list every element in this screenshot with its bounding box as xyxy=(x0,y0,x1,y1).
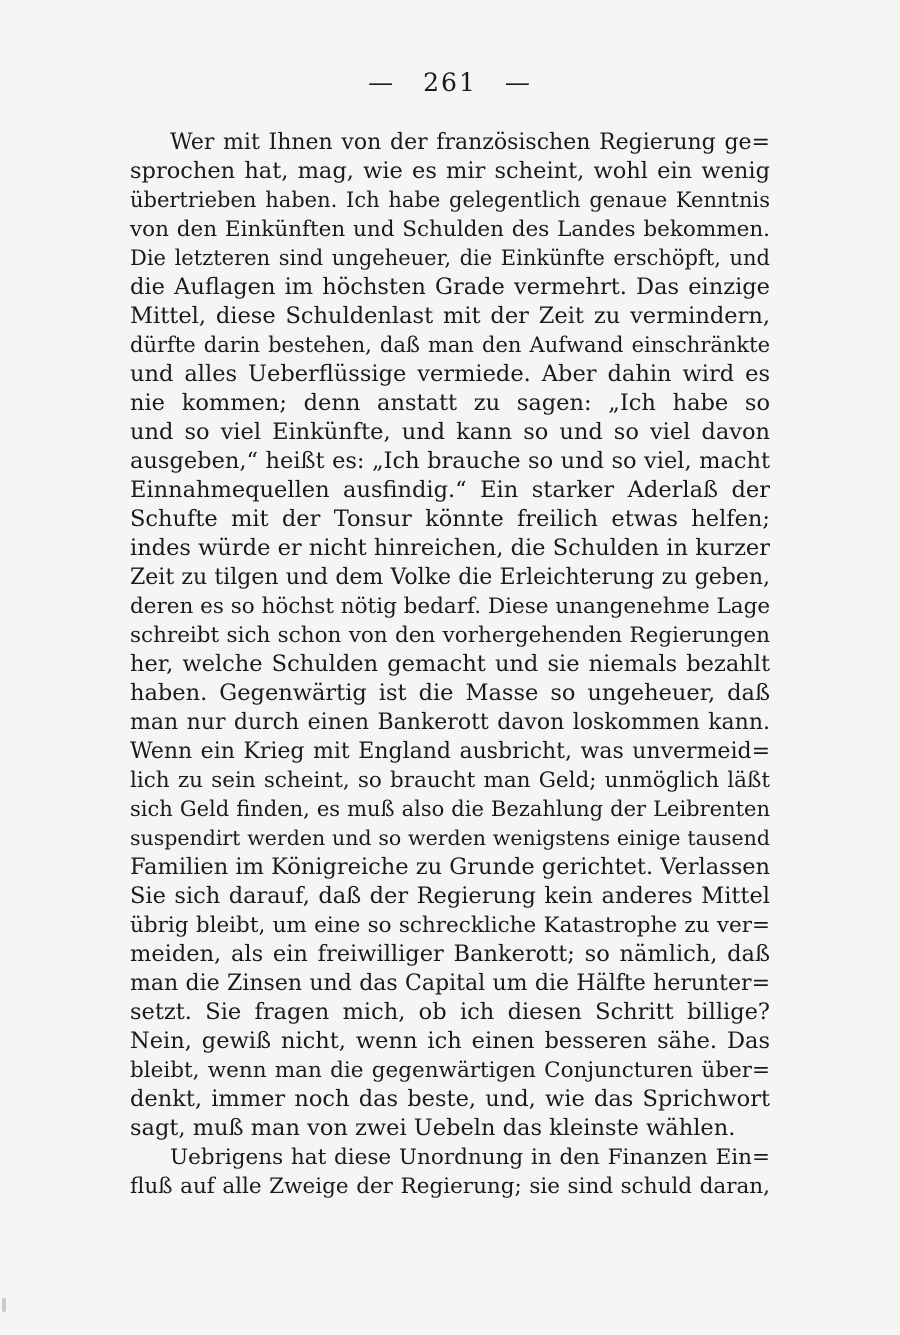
text-line: Nein, gewiß nicht, wenn ich einen besseren sähe. Das xyxy=(130,1028,770,1054)
text-line: übrig bleibt, um eine so schreckliche Katastrophe zu ver= xyxy=(130,913,770,938)
text-line: Uebrigens hat diese Unordnung in den Finanzen Ein= xyxy=(170,1145,770,1170)
text-line: dürfte darin bestehen, daß man den Aufwand einschränkte xyxy=(130,333,770,357)
text-line: Wenn ein Krieg mit England ausbricht, was unvermeid= xyxy=(130,739,770,764)
text-line: Sie sich darauf, daß der Regierung kein anderes Mittel xyxy=(130,883,770,909)
text-line: haben. Gegenwärtig ist die Masse so ungeheuer, daß xyxy=(130,680,770,706)
text-line: sich Geld finden, es muß also die Bezahlung der Leibrenten xyxy=(130,797,770,821)
text-line: bleibt, wenn man die gegenwärtigen Conjuncturen über= xyxy=(130,1058,770,1083)
text-line: nie kommen; denn anstatt zu sagen: „Ich habe so xyxy=(130,390,770,416)
text-line: Wer mit Ihnen von der französischen Regierung ge= xyxy=(170,130,770,155)
text-line: Familien im Königreiche zu Grunde gerichtet. Verlassen xyxy=(130,854,771,880)
text-line: Schufte mit der Tonsur könnte freilich etwas helfen; xyxy=(130,506,770,532)
scan-edge-mark xyxy=(2,1298,6,1312)
text-line: man nur durch einen Bankerott davon loskommen kann. xyxy=(130,710,770,735)
text-line: die Auflagen im höchsten Grade vermehrt. Das einzige xyxy=(130,274,770,300)
text-line: ausgeben,“ heißt es: „Ich brauche so und so viel, macht xyxy=(130,448,770,474)
text-line: meiden, als ein freiwilliger Bankerott; so nämlich, daß xyxy=(130,941,770,967)
text-line: denkt, immer noch das beste, und, wie das Sprichwort xyxy=(130,1086,770,1112)
text-line: und so viel Einkünfte, und kann so und so viel davon xyxy=(130,419,770,445)
text-line: sprochen hat, mag, wie es mir scheint, wohl ein wenig xyxy=(130,158,770,184)
body-text xyxy=(130,128,770,1201)
text-line: lich zu sein scheint, so braucht man Geld; unmöglich läßt xyxy=(130,768,770,793)
text-line: und alles Ueberflüssige vermiede. Aber dahin wird es xyxy=(130,361,770,387)
text-line: setzt. Sie fragen mich, ob ich diesen Schritt billige? xyxy=(130,999,770,1025)
page-header xyxy=(0,68,900,97)
text-line: von den Einkünften und Schulden des Landes bekommen. xyxy=(130,217,770,242)
text-line: schreibt sich schon von den vorhergehenden Regierungen xyxy=(130,623,770,648)
paragraph-2 xyxy=(130,1143,770,1201)
paragraph-1 xyxy=(130,128,770,1143)
header-dash-left: — xyxy=(368,68,396,97)
text-line: her, welche Schulden gemacht und sie niemals bezahlt xyxy=(130,651,770,677)
text-line: indes würde er nicht hinreichen, die Schulden in kurzer xyxy=(130,535,770,561)
text-line: sagt, muß man von zwei Uebeln das kleinste wählen. xyxy=(130,1115,736,1141)
text-line: man die Zinsen und das Capital um die Hälfte herunter= xyxy=(130,971,770,996)
text-line: Einnahmequellen ausfindig.“ Ein starker Aderlaß der xyxy=(130,477,770,503)
text-line: übertrieben haben. Ich habe gelegentlich genaue Kenntnis xyxy=(130,188,770,212)
text-line: deren es so höchst nötig bedarf. Diese unangenehme Lage xyxy=(130,594,771,619)
text-line: suspendirt werden und so werden wenigstens einige tausend xyxy=(130,826,770,850)
text-line: Mittel, diese Schuldenlast mit der Zeit zu vermindern, xyxy=(130,303,770,329)
header-dash-right: — xyxy=(504,68,532,97)
page-number: 261 xyxy=(423,68,477,97)
text-line: Die letzteren sind ungeheuer, die Einkünfte erschöpft, und xyxy=(130,246,770,270)
text-line: Zeit zu tilgen und dem Volke die Erleichterung zu geben, xyxy=(130,565,770,590)
text-line: fluß auf alle Zweige der Regierung; sie sind schuld daran, xyxy=(130,1174,770,1199)
